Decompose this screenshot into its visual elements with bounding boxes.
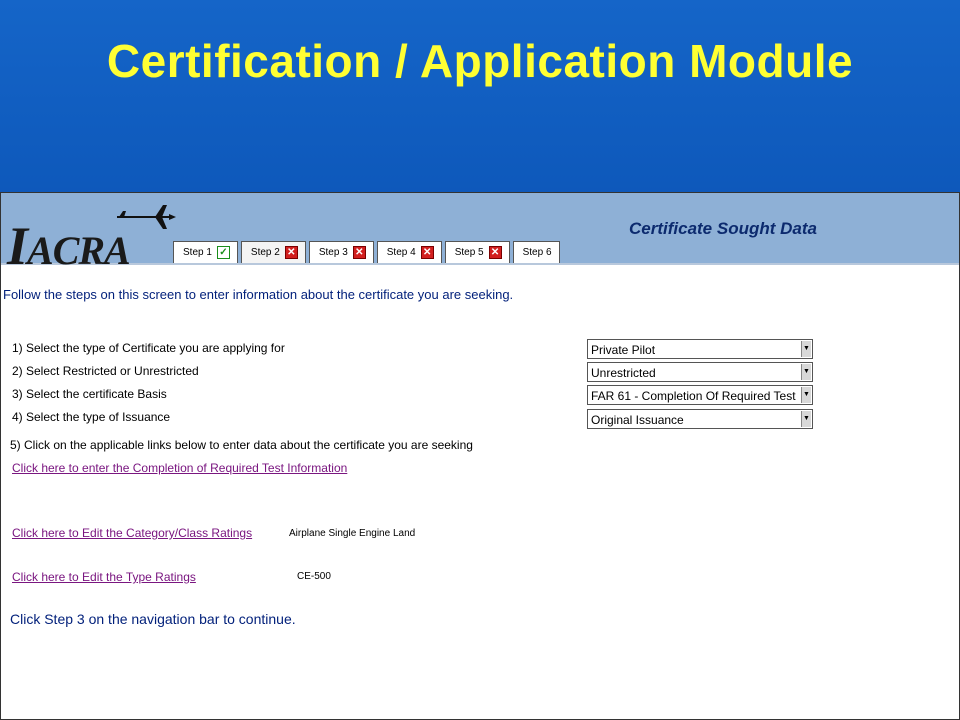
tab-label: Step 5	[454, 247, 484, 258]
certificate-basis-select[interactable]	[587, 385, 813, 405]
logo-rest: ACRA	[27, 228, 130, 273]
page-heading: Certificate Sought Data	[629, 219, 817, 238]
dropdown-arrow-icon[interactable]: ▼	[801, 387, 811, 403]
issuance-type-select[interactable]	[587, 409, 813, 429]
tab-label: Step 6	[522, 247, 552, 258]
header-banner	[1, 193, 959, 276]
tab-label: Step 1	[183, 247, 212, 258]
category-class-value: Airplane Single Engine Land	[289, 528, 416, 539]
continue-instruction: Click Step 3 on the navigation bar to continue.	[10, 611, 296, 627]
step-5-label: 5) Click on the applicable links below to enter data about the certificate you are seeking	[10, 438, 473, 452]
tab-label: Step 3	[318, 247, 348, 258]
check-icon: ✓	[217, 246, 230, 259]
tab-step-2[interactable]	[241, 241, 306, 263]
step-tabs	[173, 241, 563, 263]
tab-step-6[interactable]	[513, 241, 560, 263]
step-4-label: 4) Select the type of Issuance	[12, 410, 171, 424]
tab-label: Step 4	[386, 247, 416, 258]
slide-title: Certification / Application Module	[106, 35, 854, 87]
category-class-link[interactable]: Click here to Edit the Category/Class Ratings	[12, 526, 253, 540]
x-icon: ✕	[353, 246, 366, 259]
select-value: FAR 61 - Completion Of Required Test	[591, 389, 796, 403]
required-test-link[interactable]: Click here to enter the Completion of Required Test Information	[12, 461, 348, 475]
step-1-label: 1) Select the type of Certificate you are applying for	[12, 341, 285, 355]
step-2-label: 2) Select Restricted or Unrestricted	[12, 364, 199, 378]
tab-step-4[interactable]	[377, 241, 442, 263]
dropdown-arrow-icon[interactable]: ▼	[801, 341, 811, 357]
x-icon: ✕	[285, 246, 298, 259]
tab-step-3[interactable]	[309, 241, 374, 263]
intro-text: Follow the steps on this screen to enter information about the certificate you are seeking.	[3, 287, 514, 302]
select-value: Private Pilot	[591, 343, 656, 357]
dropdown-arrow-icon[interactable]: ▼	[801, 364, 811, 380]
logo-initial: I	[7, 216, 28, 276]
step-3-label: 3) Select the certificate Basis	[12, 387, 167, 401]
x-icon: ✕	[421, 246, 434, 259]
type-ratings-link[interactable]: Click here to Edit the Type Ratings	[12, 570, 196, 584]
restriction-select[interactable]	[587, 362, 813, 382]
iacra-logo	[5, 201, 175, 276]
logo-text	[7, 215, 130, 277]
certificate-type-select[interactable]	[587, 339, 813, 359]
tab-step-1[interactable]	[173, 241, 238, 263]
iacra-screen	[0, 192, 960, 720]
airplane-icon	[115, 203, 177, 231]
x-icon: ✕	[489, 246, 502, 259]
type-ratings-value: CE-500	[297, 571, 331, 582]
tab-label: Step 2	[250, 247, 280, 258]
select-value: Unrestricted	[591, 366, 656, 380]
tab-step-5[interactable]	[445, 241, 510, 263]
dropdown-arrow-icon[interactable]: ▼	[801, 411, 811, 427]
select-value: Original Issuance	[591, 413, 684, 427]
